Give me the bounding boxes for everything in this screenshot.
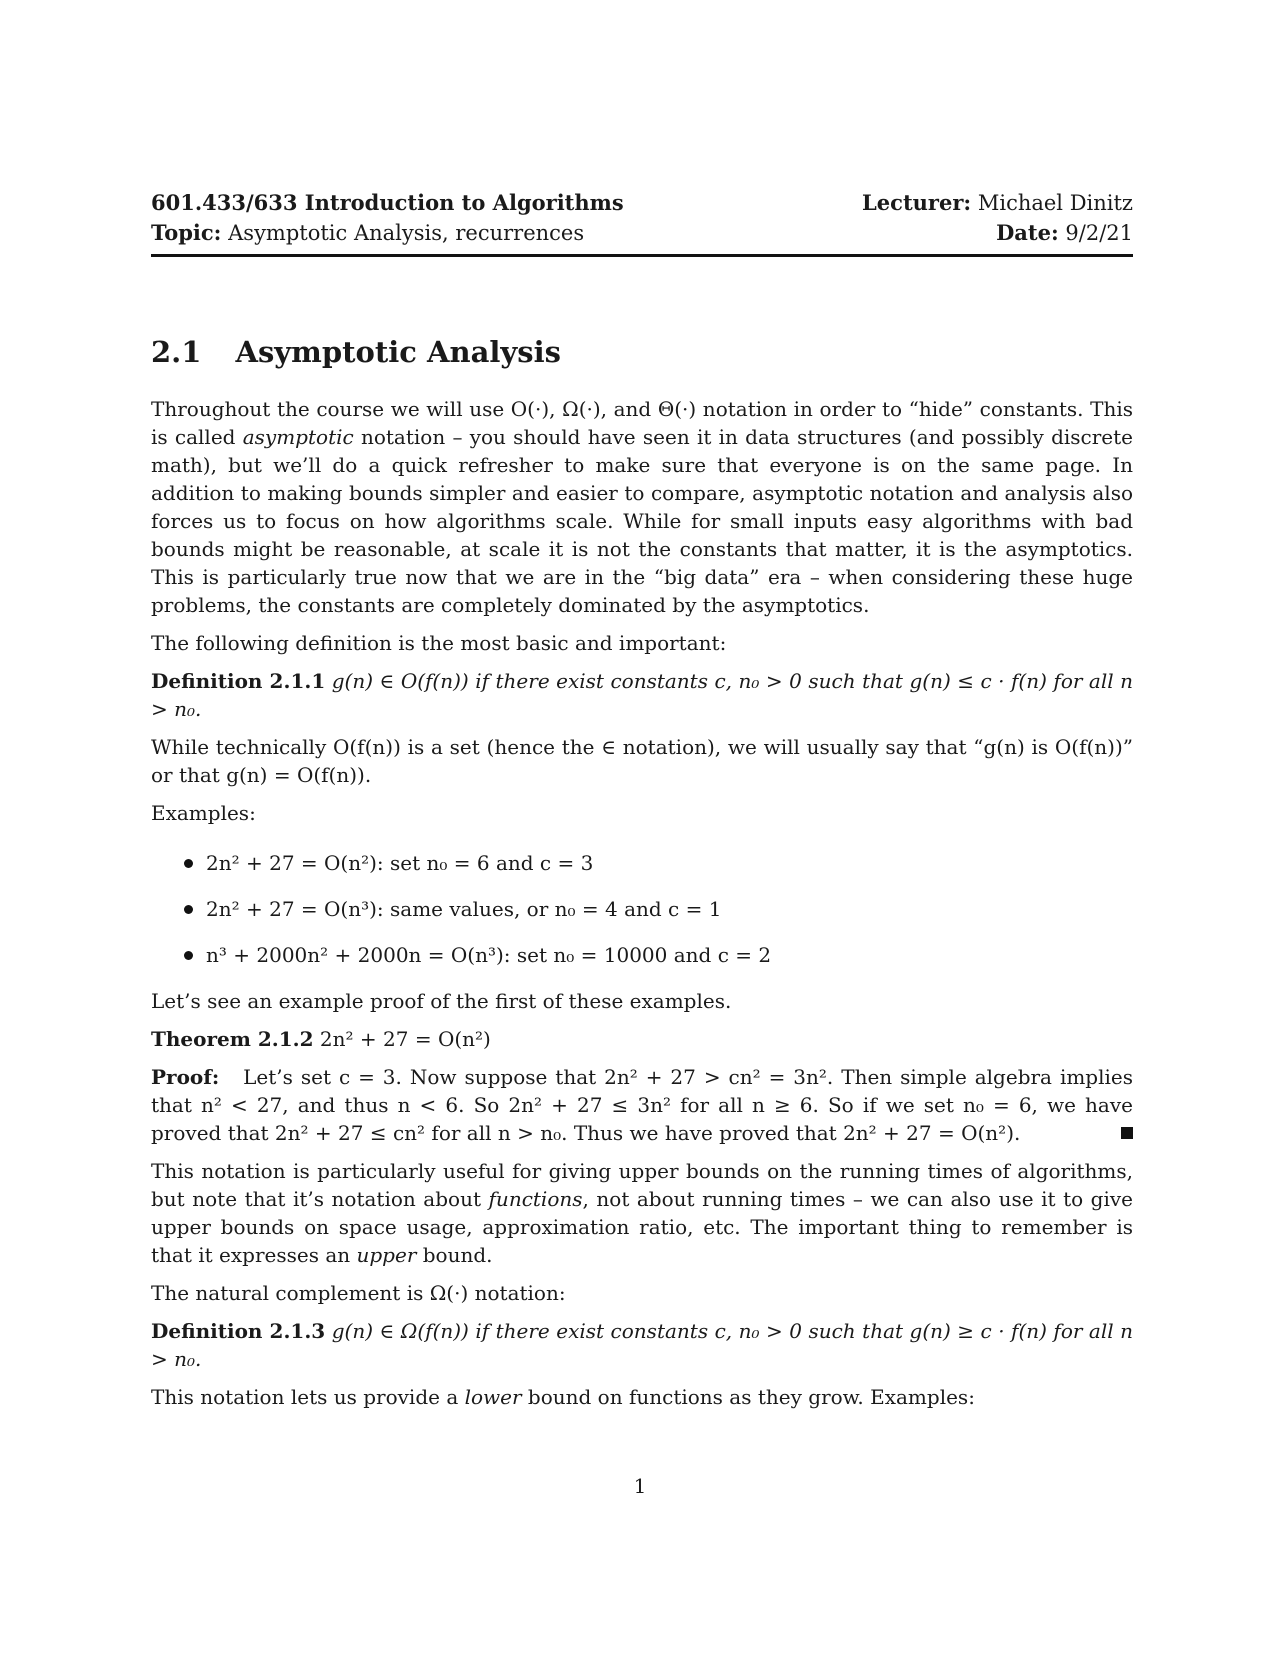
definition-label: Definition 2.1.1 bbox=[151, 669, 326, 693]
proof bbox=[151, 1063, 1133, 1147]
basic-definition-lead: The following definition is the most basic and important: bbox=[151, 631, 727, 655]
examples-list bbox=[151, 849, 1133, 969]
definition-label: Definition 2.1.3 bbox=[151, 1319, 326, 1343]
topic bbox=[151, 218, 584, 248]
useful-paragraph: This notation is particularly useful for giving upper bounds on the running times of algorithms, but note that it’s notation about functions, not about running times – we can also use it to give upper bounds on space usage, approximation ratio, etc. The important thing to remember is that it expresses an upper bound. bbox=[151, 1159, 1134, 1267]
definition-2-1-3 bbox=[151, 1317, 1133, 1373]
section-heading bbox=[151, 335, 1133, 369]
complement-paragraph: The natural complement is Ω(·) notation: bbox=[151, 1281, 566, 1305]
theorem-2-1-2 bbox=[151, 1025, 1133, 1053]
theorem-label: Theorem 2.1.2 bbox=[151, 1027, 314, 1051]
page-number: 1 bbox=[633, 1474, 647, 1498]
intro-paragraph: Throughout the course we will use O(·), Ω(·), and Θ(·) notation in order to “hide” constants. This is called asymptotic notation – you should have seen it in data structures (and possibly discrete math), but we’ll do a quick refresher to make sure that everyone is on the same page. In addition to making bounds simpler and easier to compare, asymptotic notation and analysis also forces us to focus on how algorithms scale. While for small inputs easy algorithms with bad bounds might be reasonable, at scale it is not the constants that matter, it is the asymptotics. This is particularly true now that we are in the “big data” era – when considering these huge problems, the constants are completely dominated by the asymptotics. bbox=[151, 397, 1134, 617]
definition-2-1-1 bbox=[151, 667, 1133, 723]
course-title: 601.433/633 Introduction to Algorithms bbox=[151, 190, 624, 215]
header-rule bbox=[151, 254, 1133, 257]
date bbox=[996, 218, 1133, 248]
definition-text: g(n) ∈ Ω(f(n)) if there exist constants c, n₀ > 0 such that g(n) ≥ c · f(n) for all n > n₀. bbox=[151, 1319, 1133, 1371]
header-row-1 bbox=[151, 188, 1133, 218]
topic-text: Asymptotic Analysis, recurrences bbox=[228, 221, 585, 245]
see-example-paragraph: Let’s see an example proof of the first of these examples. bbox=[151, 989, 732, 1013]
proof-label: Proof: bbox=[151, 1065, 220, 1089]
date-text: 9/2/21 bbox=[1065, 221, 1133, 245]
example-item: 2n² + 27 = O(n³): same values, or n₀ = 4 and c = 1 bbox=[206, 895, 1133, 923]
theorem-text: 2n² + 27 = O(n²) bbox=[319, 1027, 491, 1051]
section-number: 2.1 bbox=[151, 335, 202, 369]
technically-paragraph: While technically O(f(n)) is a set (hence the ∈ notation), we will usually say that “g(n) is O(f(n))” or that g(n) = O(f(n)). bbox=[151, 735, 1133, 787]
definition-text: g(n) ∈ O(f(n)) if there exist constants c, n₀ > 0 such that g(n) ≤ c · f(n) for all n > n₀. bbox=[151, 669, 1133, 721]
section-title: Asymptotic Analysis bbox=[235, 335, 561, 369]
date-label: Date: bbox=[996, 220, 1059, 245]
lecturer-label: Lecturer: bbox=[862, 190, 972, 215]
document-page bbox=[151, 188, 1133, 1411]
lower-bound-paragraph: This notation lets us provide a lower bound on functions as they grow. Examples: bbox=[151, 1385, 975, 1409]
example-item: n³ + 2000n² + 2000n = O(n³): set n₀ = 10000 and c = 2 bbox=[206, 941, 1133, 969]
topic-label: Topic: bbox=[151, 220, 222, 245]
examples-label: Examples: bbox=[151, 801, 256, 825]
header-row-2 bbox=[151, 218, 1133, 248]
qed-square-icon bbox=[1121, 1127, 1133, 1139]
lecturer bbox=[862, 188, 1133, 218]
proof-text: Let’s set c = 3. Now suppose that 2n² + 27 > cn² = 3n². Then simple algebra implies that n² < 27, and thus n < 6. So 2n² + 27 ≤ 3n² for all n ≥ 6. So if we set n₀ = 6, we have proved that 2n² + 27 ≤ cn² for all n > n₀. Thus we have proved that 2n² + 27 = O(n²). bbox=[151, 1065, 1133, 1145]
lecturer-name: Michael Dinitz bbox=[977, 191, 1133, 215]
example-item: 2n² + 27 = O(n²): set n₀ = 6 and c = 3 bbox=[206, 849, 1133, 877]
